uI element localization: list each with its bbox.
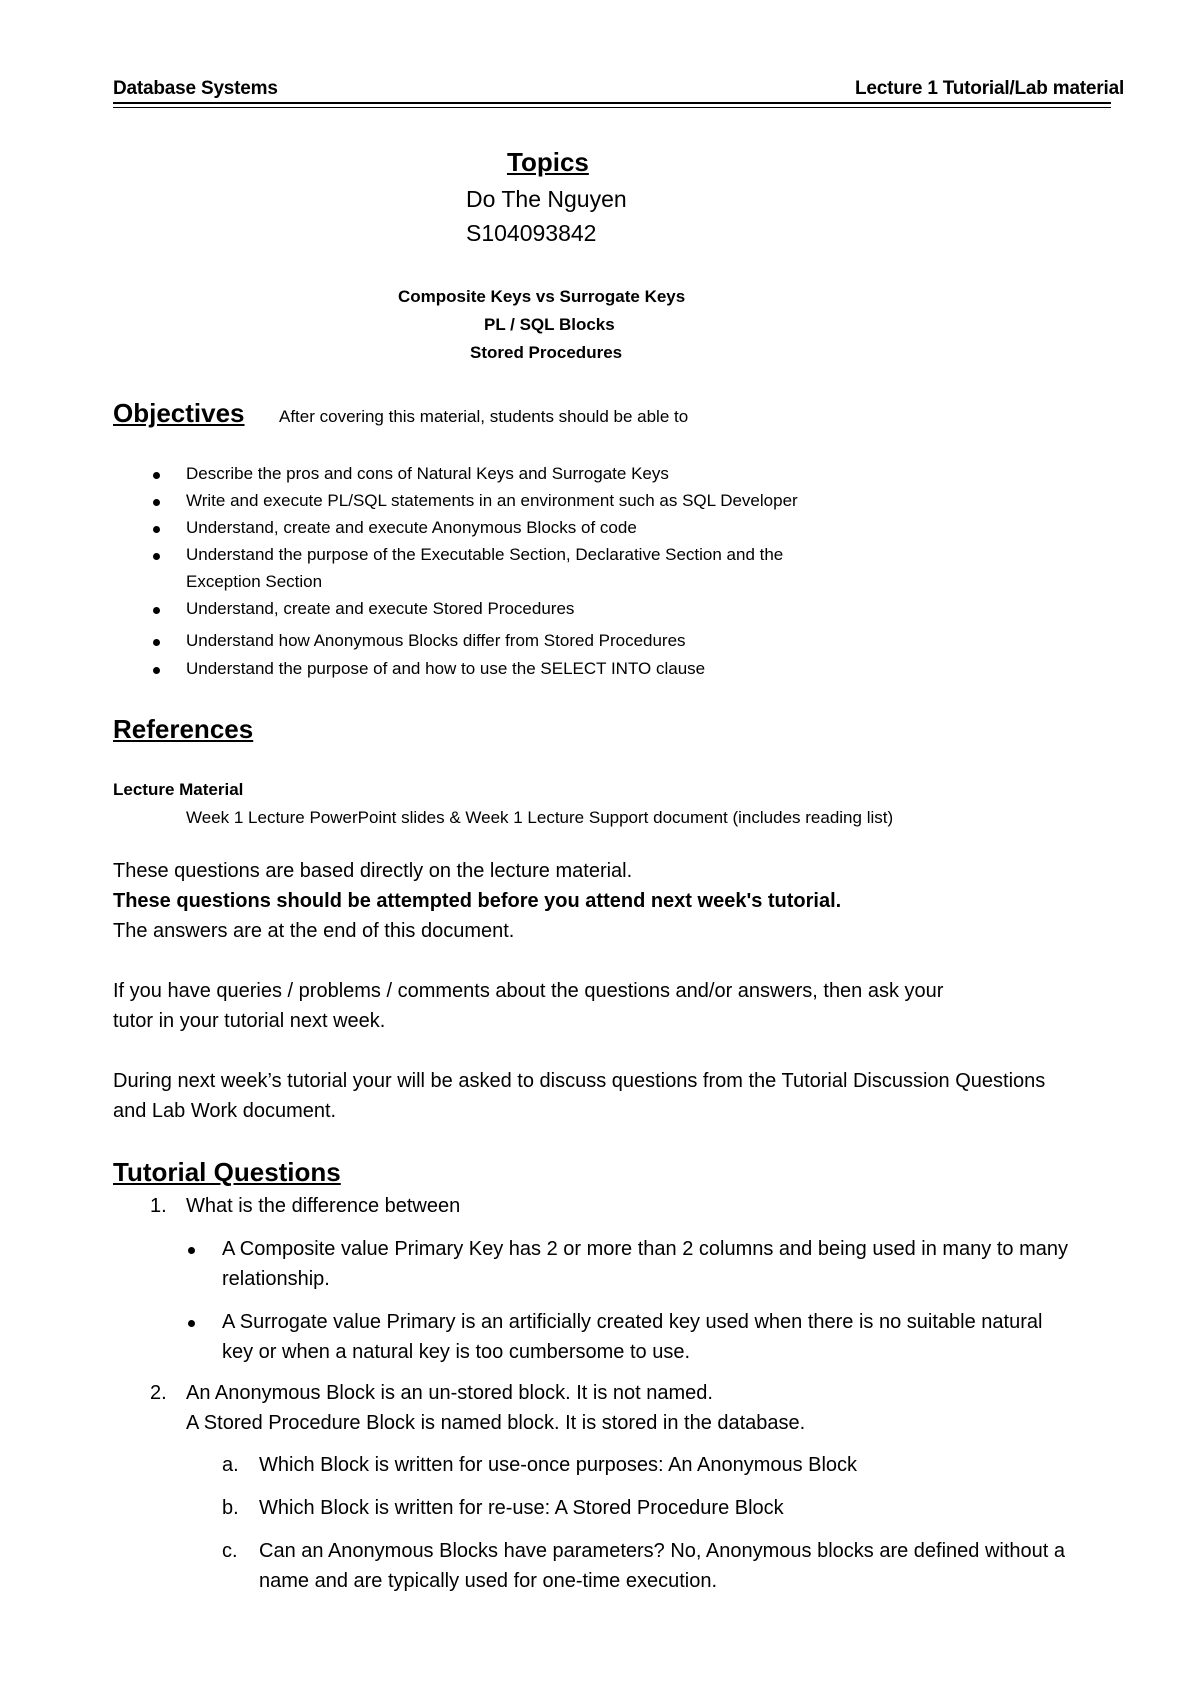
references-subheading: Lecture Material (113, 780, 244, 799)
author-name: Do The Nguyen (466, 186, 627, 212)
note-line: During next week’s tutorial your will be asked to discuss questions from the Tutorial Discussion Questions (113, 1070, 1046, 1092)
objective-item: Write and execute PL/SQL statements in an environment such as SQL Developer (186, 491, 798, 510)
note-line: These questions are based directly on the lecture material. (113, 860, 633, 882)
subquestion-text: Can an Anonymous Blocks have parameters? No, Anonymous blocks are defined without a (259, 1540, 1066, 1562)
bullet-icon (153, 667, 160, 674)
topic-item: Composite Keys vs Surrogate Keys (398, 287, 686, 306)
question-number: 1. (150, 1195, 167, 1217)
bullet-icon (153, 639, 160, 646)
objective-item: Understand, create and execute Anonymous Blocks of code (186, 518, 637, 537)
note-line-bold: These questions should be attempted before you attend next week's tutorial. (113, 890, 842, 912)
bullet-icon (153, 472, 160, 479)
bullet-icon (153, 499, 160, 506)
objectives-intro: After covering this material, students should be able to (279, 407, 689, 426)
question-text: What is the difference between (186, 1195, 461, 1217)
question-text: An Anonymous Block is an un-stored block. It is not named. (186, 1382, 713, 1404)
references-material: Week 1 Lecture PowerPoint slides & Week 1 Lecture Support document (includes reading list) (186, 808, 894, 827)
note-line: The answers are at the end of this document. (113, 920, 515, 942)
objective-item: Understand the purpose of the Executable Section, Declarative Section and the (186, 545, 784, 564)
tutorial-heading: Tutorial Questions (113, 1157, 341, 1187)
student-id: S104093842 (466, 220, 597, 246)
objective-item: Describe the pros and cons of Natural Keys and Surrogate Keys (186, 464, 669, 483)
note-line: and Lab Work document. (113, 1100, 337, 1122)
bullet-icon (188, 1320, 195, 1327)
topic-item: Stored Procedures (470, 343, 623, 362)
subquestion-label: a. (222, 1454, 239, 1476)
lecture-title: Lecture 1 Tutorial/Lab material (855, 78, 1125, 99)
bullet-icon (153, 526, 160, 533)
answer-line: key or when a natural key is too cumbersome to use. (222, 1341, 691, 1363)
subquestion-label: b. (222, 1497, 239, 1519)
answer-line: A Surrogate value Primary is an artificially created key used when there is no suitable natural (222, 1311, 1043, 1333)
objectives-heading: Objectives (113, 398, 245, 428)
question-number: 2. (150, 1382, 167, 1404)
references-heading: References (113, 714, 254, 744)
header-rule (113, 102, 1111, 104)
subquestion-text: Which Block is written for use-once purposes: An Anonymous Block (259, 1454, 858, 1476)
answer-line: relationship. (222, 1268, 330, 1290)
subquestion-label: c. (222, 1540, 238, 1562)
objective-item: Understand, create and execute Stored Procedures (186, 599, 575, 618)
question-text: A Stored Procedure Block is named block. It is stored in the database. (186, 1412, 806, 1434)
note-line: If you have queries / problems / comments about the questions and/or answers, then ask your (113, 980, 944, 1002)
bullet-icon (153, 553, 160, 560)
bullet-icon (153, 607, 160, 614)
note-line: tutor in your tutorial next week. (113, 1010, 386, 1032)
header-rule-thin (113, 107, 1111, 108)
topic-item: PL / SQL Blocks (484, 315, 615, 334)
subquestion-text: Which Block is written for re-use: A Stored Procedure Block (259, 1497, 784, 1519)
objective-item: Understand the purpose of and how to use the SELECT INTO clause (186, 659, 706, 678)
bullet-icon (188, 1247, 195, 1254)
subquestion-text: name and are typically used for one-time execution. (259, 1570, 718, 1592)
answer-line: A Composite value Primary Key has 2 or more than 2 columns and being used in many to many (222, 1238, 1068, 1260)
course-title: Database Systems (113, 78, 278, 99)
topics-heading: Topics (507, 147, 589, 177)
objective-item-continued: Exception Section (186, 572, 323, 591)
objective-item: Understand how Anonymous Blocks differ from Stored Procedures (186, 631, 686, 650)
